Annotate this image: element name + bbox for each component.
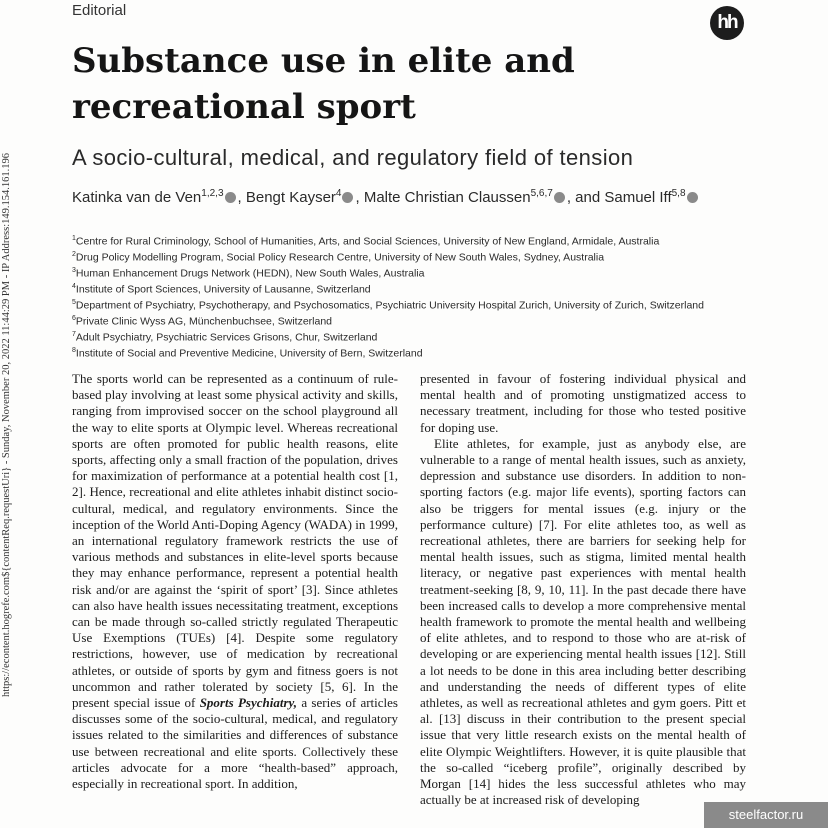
author-affiliation-ref: 5,8	[671, 188, 686, 199]
orcid-icon[interactable]	[342, 192, 353, 203]
watermark-badge: steelfactor.ru	[704, 802, 828, 828]
orcid-icon[interactable]	[554, 192, 565, 203]
affiliation-number: 3	[72, 267, 76, 274]
author-separator: , and	[566, 189, 605, 206]
affiliation-text: Institute of Sport Sciences, University of Lausanne, Switzerland	[75, 283, 371, 296]
affiliation-text: Human Enhancement Drugs Network (HEDN), New South Wales, Australia	[75, 267, 425, 280]
affiliation-number: 4	[72, 283, 76, 290]
author-entry	[604, 189, 699, 206]
body-paragraph: Elite athletes, for example, just as anybody else, are vulnerable to a range of mental health issues, such as anxiety, depression and substance use disorders. In addition to non-sporting factors (e.g. major life events), sporting factors can also be triggers for mental issues (e.g. injury or the performance culture) [7]. For elite athletes too, as well as recreational athletes, there are barriers for seeking help for mental health issues, such as stigma, limited mental health literacy, or negative past experiences with mental health treatment-seeking [8, 9, 10, 11]. In the past decade there have been increased calls to develop a more comprehensive mental health framework to promote the mental health and wellbeing of elite athletes, and to respond to those who are at-risk of developing or are experiencing mental health issues [12]. Still a lot needs to be done in this area including better describing and understanding the needs of different types of elite athletes, as well as recreational athletes and gym goers. Pitt et al. [13] discuss in their contribution to the present special issue that very little research exists on the mental health of elite Olympic Weightlifters. However, it is quite plausible that the so-called “iceberg profile”, originally described by Morgan [14] hides the less successful athletes who may actually be at increased risk of developing	[420, 435, 746, 808]
affiliation-text: Centre for Rural Criminology, School of Humanities, Arts, and Social Sciences, University of New England, Armidale, Australia	[75, 235, 660, 248]
author-entry	[246, 189, 364, 206]
article-subtitle: A socio-cultural, medical, and regulatory field of tension	[72, 145, 634, 170]
affiliation-item	[72, 247, 704, 263]
orcid-icon[interactable]	[225, 192, 236, 203]
author-name: Samuel Iff	[604, 189, 672, 206]
author-affiliation-ref: 4	[335, 188, 342, 199]
affiliation-list	[72, 231, 704, 359]
body-column-left	[72, 371, 398, 792]
author-separator: ,	[355, 189, 364, 206]
affiliation-item	[72, 279, 704, 295]
affiliation-item	[72, 343, 704, 359]
affiliation-item	[72, 263, 704, 279]
author-list	[72, 188, 700, 206]
affiliation-number: 1	[72, 235, 76, 242]
affiliation-text: Adult Psychiatry, Psychiatric Services Grisons, Chur, Switzerland	[75, 331, 378, 344]
article-title: Substance use in elite and recreational sport	[72, 41, 575, 127]
author-affiliation-ref: 5,6,7	[530, 188, 553, 199]
author-name: Katinka van de Ven	[72, 189, 202, 206]
affiliation-number: 5	[72, 299, 76, 306]
author-separator: ,	[237, 189, 246, 206]
author-entry	[364, 189, 605, 206]
body-paragraph: presented in favour of fostering individual physical and mental health and of promoting unstigmatized access to necessary treatment, including for those who tested positive for doping use.	[420, 371, 746, 435]
author-affiliation-ref: 1,2,3	[201, 188, 224, 199]
author-name: Malte Christian Claussen	[363, 189, 531, 206]
affiliation-text: Institute of Social and Preventive Medicine, University of Bern, Switzerland	[75, 347, 423, 360]
paragraph-text: The sports world can be represented as a continuum of rule-based play involving at least some physical activity and skills, ranging from improvised soccer on the school playground all the way to elite sports at Olympic level. Whereas recreational sports are often promoted for public health reasons, elite sports, affecting only a small fraction of the population, drives for maximization of performance at a potential health cost [1, 2]. Hence, recreational and elite athletes inhabit distinct socio-cultural, medical, and regulatory environments. Since the inception of the World Anti-Doping Agency (WADA) in 1999, an international regulatory framework restricts the use of various methods and substances in elite-level sports because they may enhance performance, represent a potential health risk and/or are against the ‘spirit of sport’ [3]. Since athletes can also have health issues necessitating treatment, exceptions can be made through so-called strictly regulated Therapeutic Use Exemptions (TUEs) [4]. Despite some regulatory restrictions, however, use of medication by recreational athletes, or outside of sports by gym and fitness goers is not uncommon and rather tolerated by society [5, 6]. In the present special issue of	[72, 371, 398, 711]
affiliation-item	[72, 311, 704, 327]
affiliation-number: 2	[72, 251, 76, 258]
body-paragraph	[72, 371, 398, 792]
body-column-right	[420, 371, 746, 808]
affiliation-text: Drug Policy Modelling Program, Social Policy Research Centre, University of New South Wales, Sydney, Australia	[75, 251, 605, 264]
affiliation-item	[72, 327, 704, 343]
affiliation-number: 8	[72, 347, 76, 354]
affiliation-number: 7	[72, 331, 76, 338]
affiliation-item	[72, 231, 704, 247]
author-entry	[72, 189, 246, 206]
orcid-icon[interactable]	[687, 192, 698, 203]
download-info-margin-text: https://econtent.hogrefe.com${contentReq.requestUri} - Sunday, November 20, 2022 11:44:29 PM - IP Address:149.154.161.196	[1, 152, 12, 698]
affiliation-text: Department of Psychiatry, Psychotherapy, and Psychosomatics, Psychiatric University Hospital Zurich, University of Zurich, Switzerland	[75, 299, 704, 312]
paragraph-text: a series of articles discusses some of the socio-cultural, medical, and regulatory issues related to the similarities and differences of substance use between recreational and elite sports. Collectively these articles advocate for a more “health-based” approach, especially in recreational sport. In addition,	[72, 695, 398, 792]
journal-name: Sports Psychiatry,	[199, 695, 298, 711]
author-name: Bengt Kayser	[245, 189, 336, 206]
publisher-logo: hh	[710, 6, 744, 40]
affiliation-number: 6	[72, 315, 76, 322]
affiliation-text: Private Clinic Wyss AG, Münchenbuchsee, Switzerland	[75, 315, 333, 328]
affiliation-item	[72, 295, 704, 311]
section-label: Editorial	[72, 2, 127, 19]
